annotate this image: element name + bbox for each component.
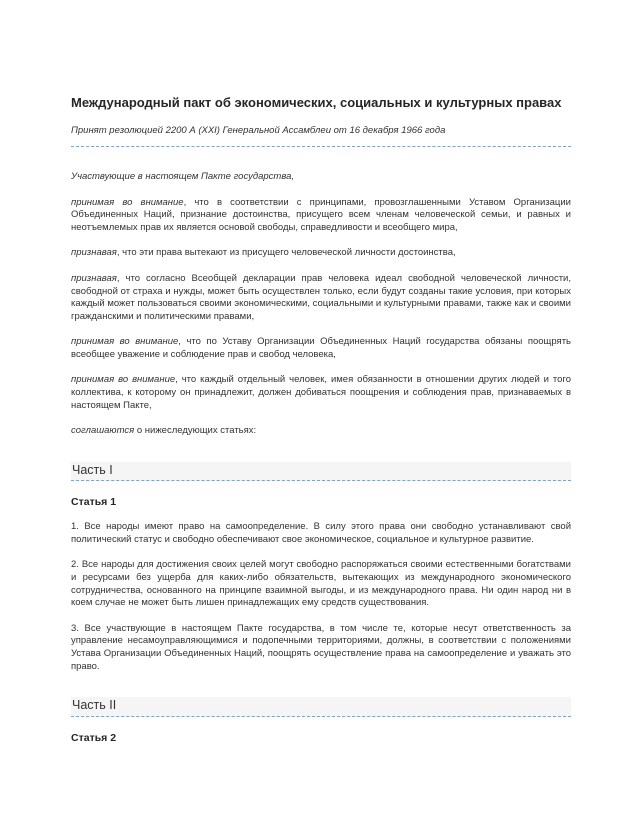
article-1-paragraph-2: 2. Все народы для достижения своих целей могут свободно распоряжаться своими естественными богатствами и ресурсами без ущерба для каких-либо обязательств, вытекающих из международного экономического сотрудничества, основанного на принципе взаимной выгоды, и из международного права. Ни один народ ни в коем случае не может быть лишен принадлежащих ему средств существования. (71, 559, 571, 609)
part-2-heading (71, 697, 571, 716)
paragraph-lead-italic: принимая во внимание (71, 336, 179, 348)
paragraph-lead-italic: принимая во внимание (71, 196, 184, 208)
preamble-paragraph (71, 374, 571, 412)
paragraph-lead-italic: признавая (71, 247, 117, 259)
paragraph-text: о нижеследующих статьях: (134, 425, 257, 437)
document-subtitle: Принят резолюцией 2200 А (XXI) Генеральной Ассамблеи от 16 декабря 1966 года (71, 124, 446, 136)
paragraph-text: , что по Уставу Организации Объединенных Наций государства обязаны поощрять всеобщее уважение и соблюдение прав и свобод человека, (71, 336, 571, 360)
preamble-paragraph (71, 273, 571, 323)
paragraph-text: , что согласно Всеобщей декларации прав человека идеал свободной человеческой личности, свободной от страха и нужды, может быть осуществлен только, если будут созданы такие условия, при которых каждый может пользоваться своими экономическими, социальными и культурными правами, также как и своими гражданскими и политическими правами, (71, 272, 571, 322)
paragraph-lead-italic: принимая во внимание (71, 374, 176, 386)
preamble-paragraph (71, 247, 571, 260)
paragraph-lead-italic: признавая (71, 272, 117, 284)
paragraph-text: , что каждый отдельный человек, имея обязанности в отношении других людей и того коллектива, к которому он принадлежит, должен добиваться поощрения и соблюдения прав, признаваемых в настоящем Пакте, (71, 374, 571, 411)
article-1-heading: Статья 1 (71, 496, 117, 509)
preamble-paragraph (71, 336, 571, 361)
preamble-paragraph (71, 425, 571, 438)
paragraph-lead-italic: Участвующие в настоящем Пакте государства, (71, 170, 294, 182)
paragraph-text: , что в соответствии с принципами, провозглашенными Уставом Организации Объединенных Наций, признание достоинства, присущего всем членам человеческой семьи, и равных и неотъемлемых прав их является основой свободы, справедливости и всеобщего мира, (71, 196, 571, 233)
preamble-paragraph (71, 171, 571, 184)
part-2-label: Часть II (72, 698, 117, 713)
article-1-paragraph-1: 1. Все народы имеют право на самоопределение. В силу этого права они свободно устанавливают свой политический статус и свободно обеспечивают свое экономическое, социальное и культурное развитие. (71, 521, 571, 545)
article-2-heading: Статья 2 (71, 731, 117, 744)
paragraph-lead-italic: соглашаются (71, 425, 135, 437)
part-1-heading (71, 462, 571, 481)
preamble-paragraph (71, 197, 571, 235)
paragraph-text: , что эти права вытекают из присущего человеческой личности достоинства, (116, 247, 456, 259)
article-1-paragraph-3: 3. Все участвующие в настоящем Пакте государства, в том числе те, которые несут ответственность за управление несамоуправляющимися и подопечными территориями, должны, в соответствии с положениями Устава Организации Объединенных Наций, поощрять осуществление права на самоопределение и уважать это право. (71, 622, 571, 672)
document-title: Международный пакт об экономических, социальных и культурных правах (71, 95, 562, 110)
part-1-label: Часть I (72, 462, 113, 477)
header-separator-dashed-line (71, 146, 571, 147)
